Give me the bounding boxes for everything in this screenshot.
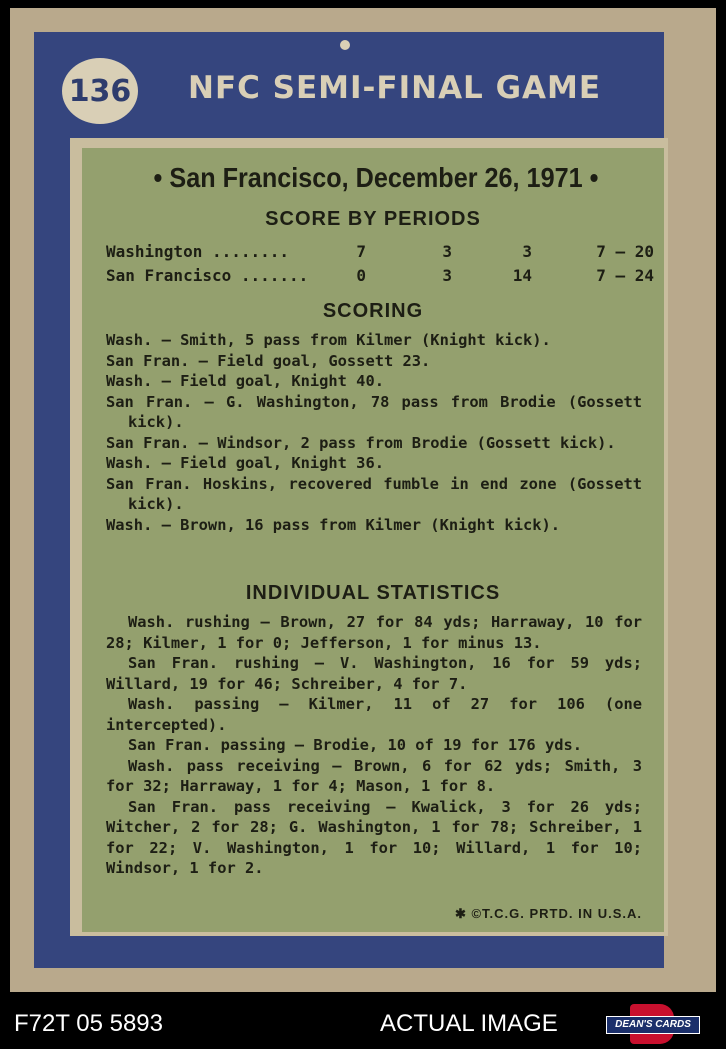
scoring-item: San Fran. — G. Washington, 78 pass from Brodie (Gossett kick). (106, 392, 642, 431)
period-1: 7 (356, 242, 366, 261)
logo-text: DEAN'S CARDS (606, 1016, 700, 1034)
scoring-item: San Fran. — Field goal, Gossett 23. (106, 351, 431, 370)
scoring-item: Wash. — Brown, 16 pass from Kilmer (Knight kick). (106, 515, 561, 534)
location-date: • San Francisco, December 26, 1971 • (153, 162, 599, 193)
period-4-total: 7 — 24 (596, 266, 654, 285)
scoring-item: San Fran. — Windsor, 2 pass from Brodie (Gossett kick). (106, 433, 616, 452)
scoring-list (106, 330, 642, 535)
stats-item: Wash. passing — Kilmer, 11 of 27 for 106 (one intercepted). (106, 695, 642, 734)
stats-item: Wash. rushing — Brown, 27 for 84 yds; Harraway, 10 for 28; Kilmer, 1 for 0; Jefferson, 1 for minus 13. (106, 613, 642, 652)
score-heading: SCORE BY PERIODS (265, 208, 481, 230)
scoring-heading: SCORING (322, 300, 424, 322)
period-3: 3 (522, 242, 532, 261)
content-panel (82, 148, 664, 932)
cert-id: F72T 05 5893 (14, 1010, 164, 1037)
scoring-item: Wash. — Field goal, Knight 40. (106, 372, 384, 390)
registration-dot (340, 40, 350, 50)
period-2: 3 (442, 242, 452, 261)
period-2: 3 (442, 266, 452, 285)
stats-item: San Fran. pass receiving — Kwalick, 3 for 26 yds; Witcher, 2 for 28; G. Washington, 1 for 78; Schreiber, 1 for 22; V. Washington, 1 for 10; Willard, 1 for 10; Windsor, 1 for 2. (106, 797, 642, 877)
period-1: 0 (356, 266, 366, 285)
scoring-item: Wash. — Field goal, Knight 36. (106, 454, 384, 472)
team-name: San Francisco ....... (106, 266, 309, 285)
stats-item: San Fran. rushing — V. Washington, 16 for 59 yds; Willard, 19 for 46; Schreiber, 4 for 7. (106, 654, 642, 693)
stats-item: San Fran. passing — Brodie, 10 of 19 for 176 yds. (128, 736, 583, 754)
score-row-san-francisco (106, 266, 654, 288)
period-4-total: 7 — 20 (596, 242, 654, 261)
deans-cards-logo (606, 1004, 698, 1044)
card-number: 136 (62, 58, 138, 124)
scoring-item: San Fran. Hoskins, recovered fumble in end zone (Gossett kick). (106, 474, 642, 513)
score-row-washington (106, 242, 654, 264)
stats-item: Wash. pass receiving — Brown, 6 for 62 yds; Smith, 3 for 32; Harraway, 1 for 4; Mason, 1 for 8. (106, 756, 642, 795)
stats-list (106, 612, 642, 879)
scoring-item: Wash. — Smith, 5 pass from Kilmer (Knight kick). (106, 331, 551, 349)
print-credit: ✱ ©T.C.G. PRTD. IN U.S.A. (454, 906, 642, 921)
team-name: Washington ........ (106, 242, 290, 261)
card-title: NFC SEMI-FINAL GAME (188, 70, 602, 106)
actual-image-caption: ACTUAL IMAGE (380, 1010, 558, 1037)
period-3: 14 (512, 266, 532, 285)
stats-heading: INDIVIDUAL STATISTICS (245, 582, 501, 604)
